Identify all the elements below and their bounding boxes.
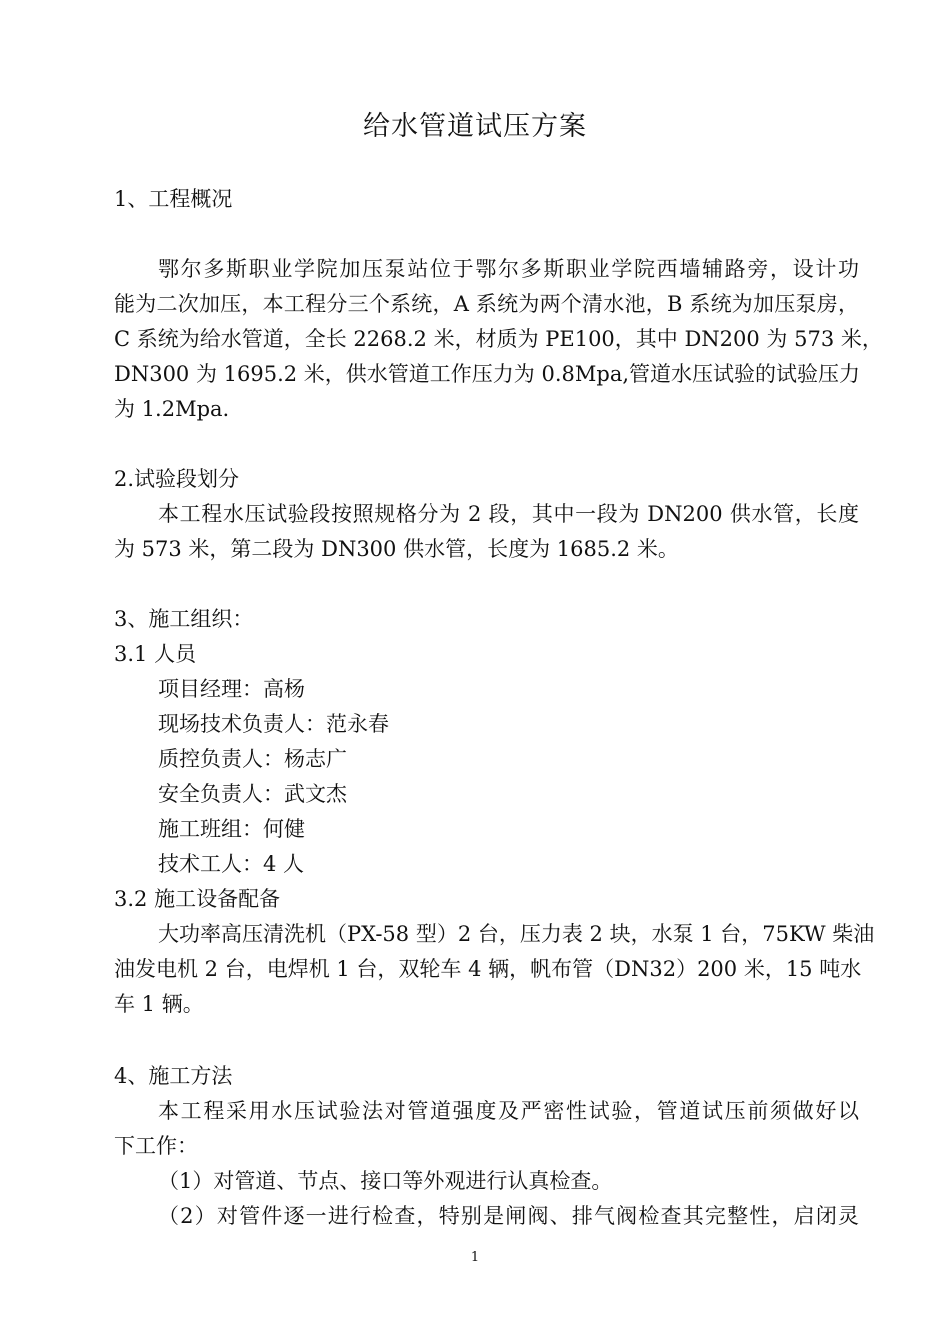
document-title: 给水管道试压方案 <box>363 111 587 142</box>
section-3-2-heading: 3.2 施工设备配备 <box>114 887 281 911</box>
paragraph-line: 油发电机 2 台，电焊机 1 台，双轮车 4 辆，帆布管（DN32）200 米，15 吨水 <box>114 957 862 981</box>
paragraph-line: 车 1 辆。 <box>114 992 204 1016</box>
staff-item: 技术工人：4 人 <box>158 852 305 876</box>
paragraph-line: 为 573 米，第二段为 DN300 供水管，长度为 1685.2 米。 <box>114 537 679 561</box>
paragraph-line: 鄂尔多斯职业学院加压泵站位于鄂尔多斯职业学院西墙辅路旁，设计功 <box>158 257 859 281</box>
staff-item: 项目经理：高杨 <box>158 677 305 701</box>
paragraph-line: 本工程采用水压试验法对管道强度及严密性试验，管道试压前须做好以 <box>158 1099 859 1123</box>
section-1-heading: 1、工程概况 <box>114 187 233 211</box>
staff-item: 施工班组：何健 <box>158 817 305 841</box>
paragraph-line: 本工程水压试验段按照规格分为 2 段，其中一段为 DN200 供水管，长度 <box>158 502 859 526</box>
list-item: （1）对管道、节点、接口等外观进行认真检查。 <box>158 1169 613 1193</box>
section-2 <box>114 462 859 567</box>
section-4 <box>114 1059 859 1234</box>
section-2-heading: 2.试验段划分 <box>114 467 240 491</box>
paragraph-line: 下工作： <box>114 1134 198 1158</box>
section-4-heading: 4、施工方法 <box>114 1064 233 1088</box>
paragraph-line: C 系统为给水管道，全长 2268.2 米，材质为 PE100，其中 DN200 为 573 米， <box>114 327 883 351</box>
staff-item: 安全负责人：武文杰 <box>158 782 347 806</box>
paragraph-line: 大功率高压清洗机（PX-58 型）2 台，压力表 2 块，水泵 1 台，75KW 柴油 <box>158 922 875 946</box>
section-1 <box>114 182 859 217</box>
staff-item: 质控负责人：杨志广 <box>158 747 347 771</box>
paragraph-line: 为 1.2Mpa. <box>114 397 230 421</box>
section-3 <box>114 602 875 1022</box>
paragraph-line: 能为二次加压，本工程分三个系统，A 系统为两个清水池，B 系统为加压泵房， <box>114 292 859 316</box>
paragraph-line: DN300 为 1695.2 米，供水管道工作压力为 0.8Mpa,管道水压试验的试验压力 <box>114 362 861 386</box>
section-3-1-heading: 3.1 人员 <box>114 642 197 666</box>
section-1-body <box>114 252 883 427</box>
page-number: 1 <box>470 1250 480 1265</box>
section-3-heading: 3、施工组织： <box>114 607 254 631</box>
list-item: （2）对管件逐一进行检查，特别是闸阀、排气阀检查其完整性，启闭灵 <box>158 1204 859 1228</box>
staff-item: 现场技术负责人：范永春 <box>158 712 389 736</box>
